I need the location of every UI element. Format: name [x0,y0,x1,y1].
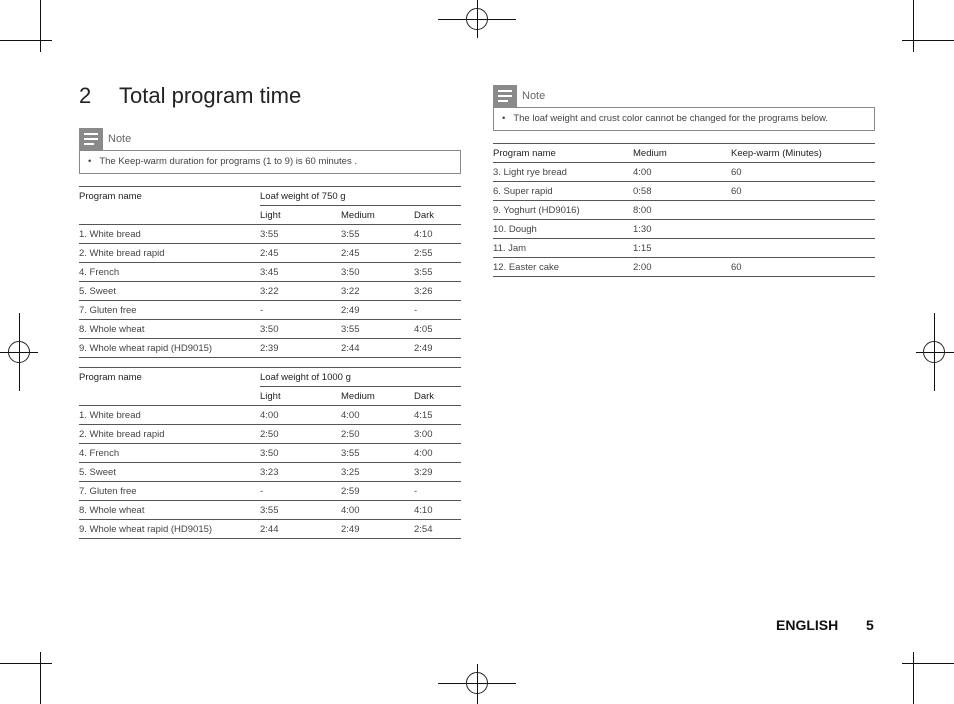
table-row [79,501,461,520]
cell-medium: 1:30 [633,220,731,239]
table-row [493,182,875,201]
cell-program: 1. White bread [79,225,260,244]
table-row [79,463,461,482]
cell-dark: 4:10 [414,225,461,244]
note-right [493,85,875,131]
column-header-empty [79,387,260,406]
column-header-dark: Dark [414,206,461,225]
bullet-icon: • [502,113,506,124]
cell-light: 2:39 [260,339,341,358]
table-row [79,263,461,282]
cell-light: 3:50 [260,444,341,463]
footer-language: ENGLISH [776,617,839,633]
cell-keep-warm: 60 [731,163,875,182]
cell-medium: 3:22 [341,282,414,301]
note-header [493,85,875,107]
registration-mark [923,341,945,363]
cell-light: 3:55 [260,225,341,244]
column-header-medium: Medium [633,144,731,163]
cell-medium: 4:00 [341,501,414,520]
cell-dark: 4:10 [414,501,461,520]
cell-program: 2. White bread rapid [79,425,260,444]
note-text: The loaf weight and crust color cannot be changed for the programs below. [513,113,829,124]
table-row [493,163,875,182]
cell-program: 11. Jam [493,239,633,258]
cell-medium: 4:00 [341,406,414,425]
cell-light: 3:22 [260,282,341,301]
cell-program: 4. French [79,263,260,282]
cell-keep-warm [731,239,875,258]
table-row [493,201,875,220]
table-row [79,482,461,501]
cell-keep-warm [731,220,875,239]
cell-program: 5. Sweet [79,282,260,301]
bullet-icon: • [88,156,92,167]
cell-medium: 3:50 [341,263,414,282]
cell-program: 4. French [79,444,260,463]
note-body [493,107,875,131]
cell-dark: 2:54 [414,520,461,539]
cell-medium: 2:49 [341,520,414,539]
cell-program: 8. Whole wheat [79,320,260,339]
cell-dark: 3:00 [414,425,461,444]
crop-mark [913,0,914,52]
table-loaf-1000 [79,367,461,539]
cell-medium: 3:25 [341,463,414,482]
cell-keep-warm: 60 [731,182,875,201]
table-row [493,258,875,277]
note-body [79,150,461,174]
cell-medium: 3:55 [341,320,414,339]
table-row [493,239,875,258]
table-row [79,520,461,539]
table-loaf-750 [79,186,461,358]
column-header-program: Program name [79,368,260,387]
cell-medium: 1:15 [633,239,731,258]
cell-program: 9. Whole wheat rapid (HD9015) [79,339,260,358]
table-row [79,444,461,463]
column-header-program: Program name [493,144,633,163]
section-number: 2 [79,83,92,108]
cell-program: 2. White bread rapid [79,244,260,263]
cell-dark: 2:55 [414,244,461,263]
cell-program: 9. Yoghurt (HD9016) [493,201,633,220]
cell-medium: 2:44 [341,339,414,358]
crop-mark [0,663,52,664]
table-row [79,282,461,301]
cell-dark: 3:55 [414,263,461,282]
crop-mark [902,40,954,41]
crop-mark [40,652,41,704]
column-header-empty [79,206,260,225]
cell-keep-warm [731,201,875,220]
cell-program: 3. Light rye bread [493,163,633,182]
cell-medium: 4:00 [633,163,731,182]
cell-medium: 2:49 [341,301,414,320]
column-header-program: Program name [79,187,260,206]
cell-medium: 3:55 [341,225,414,244]
cell-light: 2:45 [260,244,341,263]
cell-dark: 3:26 [414,282,461,301]
section-title: Total program time [119,83,302,108]
cell-medium: 0:58 [633,182,731,201]
note-header [79,128,461,150]
cell-program: 10. Dough [493,220,633,239]
cell-light: - [260,482,341,501]
cell-program: 1. White bread [79,406,260,425]
column-header-dark: Dark [414,387,461,406]
cell-dark: 3:29 [414,463,461,482]
cell-dark: - [414,301,461,320]
note-left [79,128,461,174]
table-row [493,220,875,239]
cell-program: 5. Sweet [79,463,260,482]
note-text: The Keep-warm duration for programs (1 to 9) is 60 minutes . [99,156,357,167]
cell-program: 9. Whole wheat rapid (HD9015) [79,520,260,539]
crop-mark [913,652,914,704]
cell-light: 4:00 [260,406,341,425]
cell-dark: 2:49 [414,339,461,358]
cell-program: 12. Easter cake [493,258,633,277]
crop-mark [902,663,954,664]
cell-light: 3:23 [260,463,341,482]
registration-mark [466,8,488,30]
cell-dark: - [414,482,461,501]
table-row [79,339,461,358]
registration-mark [466,672,488,694]
column-header-medium: Medium [341,206,414,225]
cell-light: 2:44 [260,520,341,539]
table-fixed-programs [493,143,875,277]
cell-medium: 3:55 [341,444,414,463]
cell-light: 3:55 [260,501,341,520]
cell-light: 3:50 [260,320,341,339]
cell-light: 2:50 [260,425,341,444]
table-row [79,406,461,425]
table-row [79,244,461,263]
table-row [79,425,461,444]
cell-program: 7. Gluten free [79,301,260,320]
cell-light: 3:45 [260,263,341,282]
note-icon [79,128,103,150]
cell-dark: 4:00 [414,444,461,463]
cell-medium: 8:00 [633,201,731,220]
note-label: Note [522,90,546,102]
column-header-weight: Loaf weight of 750 g [260,187,461,206]
cell-dark: 4:05 [414,320,461,339]
cell-medium: 2:59 [341,482,414,501]
table-row [79,320,461,339]
table-row [79,225,461,244]
crop-mark [40,0,41,52]
cell-light: - [260,301,341,320]
registration-mark [8,341,30,363]
column-header-weight: Loaf weight of 1000 g [260,368,461,387]
note-icon [493,85,517,107]
cell-medium: 2:00 [633,258,731,277]
cell-program: 8. Whole wheat [79,501,260,520]
column-header-light: Light [260,387,341,406]
cell-medium: 2:45 [341,244,414,263]
section-heading [79,83,301,109]
column-header-medium: Medium [341,387,414,406]
cell-program: 7. Gluten free [79,482,260,501]
crop-mark [0,40,52,41]
column-header-keep-warm: Keep-warm (Minutes) [731,144,875,163]
page-number: 5 [866,617,874,633]
cell-medium: 2:50 [341,425,414,444]
cell-dark: 4:15 [414,406,461,425]
note-label: Note [108,133,132,145]
column-header-light: Light [260,206,341,225]
cell-keep-warm: 60 [731,258,875,277]
cell-program: 6. Super rapid [493,182,633,201]
table-row [79,301,461,320]
